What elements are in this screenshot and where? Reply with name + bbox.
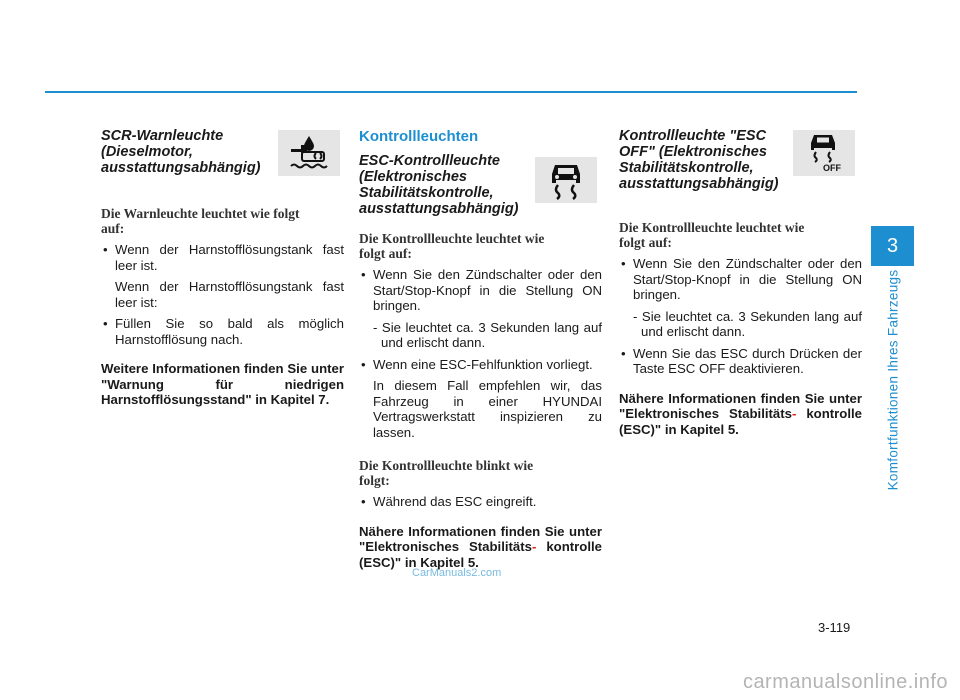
esc-off-bullet-2: • Wenn Sie das ESC durch Drücken der Taste ESC OFF deaktivieren. [619,346,862,377]
watermark-small: CarManuals2.com [412,567,502,579]
esc-off-note [619,391,862,438]
esc-note-text-2: kontrolle (ESC)" in Kapitel 5. [359,539,602,570]
chapter-label: Komfortfunktionen Ihres Fahrzeugs [885,269,901,491]
esc-bullet-1: • Wenn Sie den Zündschalter oder den Start/Stop-Knopf in die Stellung ON bringen. [359,267,602,314]
top-rule [45,91,857,93]
watermark: carmanualsonline.info [742,671,948,693]
esc-off-note-dash: - [792,406,797,421]
column-esc [359,128,602,570]
scr-note: Weitere Informationen finden Sie unter "Warnung für niedrigen Harnstofflösungsstand" in Kapitel 7. [101,361,344,407]
scr-bullet-2: • Füllen Sie so bald als möglich Harnstofflösung nach. [101,316,344,347]
column-scr [101,128,344,408]
scr-bullet-1: • Wenn der Harnstofflösungstank fast leer ist. [101,242,344,273]
scr-indent-1: Wenn der Harnstofflösungstank fast leer ist: [115,279,344,310]
esc-subheading-1: Die Kontrollleuchte leuchtet wie folgt auf: [359,231,545,261]
chapter-tab[interactable]: 3 [871,226,914,266]
esc-off-note-text: Nähere Informationen finden Sie unter "Elektronisches Stabilitäts [619,390,862,421]
page-number: 3-119 [818,620,851,635]
esc-heading-row [359,153,602,217]
esc-off-dash-1: - Sie leuchtet ca. 3 Sekunden lang auf und erlischt dann. [633,308,862,339]
esc-off-heading-row [619,128,862,192]
esc-off-note-text-2: kontrolle (ESC)" in Kapitel 5. [619,406,862,437]
esc-bullet-3: • Während das ESC eingreift. [359,494,602,510]
scr-subheading: Die Warnleuchte leuchtet wie folgt auf: [101,206,300,236]
column-esc-off [619,128,862,437]
esc-off-icon-label: OFF [823,163,841,173]
esc-note-text: Nähere Informationen finden Sie unter "Elektronisches Stabilitäts [359,523,602,554]
esc-note [359,524,602,571]
esc-heading: ESC-Kontrollleuchte (Elektronisches Stabilitätskontrolle, ausstattungsabhängig) [359,153,519,217]
esc-indent-2: In diesem Fall empfehlen wir, das Fahrzeug in einer HYUNDAI Vertragswerkstatt inspizieren zu lassen. [373,378,602,440]
esc-subheading-2: Die Kontrollleuchte blinkt wie folgt: [359,458,534,488]
section-title: Kontrollleuchten [359,128,479,145]
esc-off-heading: Kontrollleuchte "ESC OFF" (Elektronisches Stabilitätskontrolle, ausstattungsabhängig) [619,128,779,192]
scr-heading-row [101,128,344,176]
esc-bullet-2: • Wenn eine ESC-Fehlfunktion vorliegt. [359,357,602,373]
esc-dash-1: - Sie leuchtet ca. 3 Sekunden lang auf und erlischt dann. [373,319,602,350]
scr-warning-icon [278,130,340,176]
esc-off-icon [793,130,855,176]
esc-note-dash: - [532,539,537,554]
esc-off-subheading: Die Kontrollleuchte leuchtet wie folgt auf: [619,220,805,250]
esc-off-bullet-1: • Wenn Sie den Zündschalter oder den Start/Stop-Knopf in die Stellung ON bringen. [619,256,862,303]
esc-icon [535,157,597,203]
scr-heading: SCR-Warnleuchte (Dieselmotor, ausstattungsabhängig) [101,128,261,176]
